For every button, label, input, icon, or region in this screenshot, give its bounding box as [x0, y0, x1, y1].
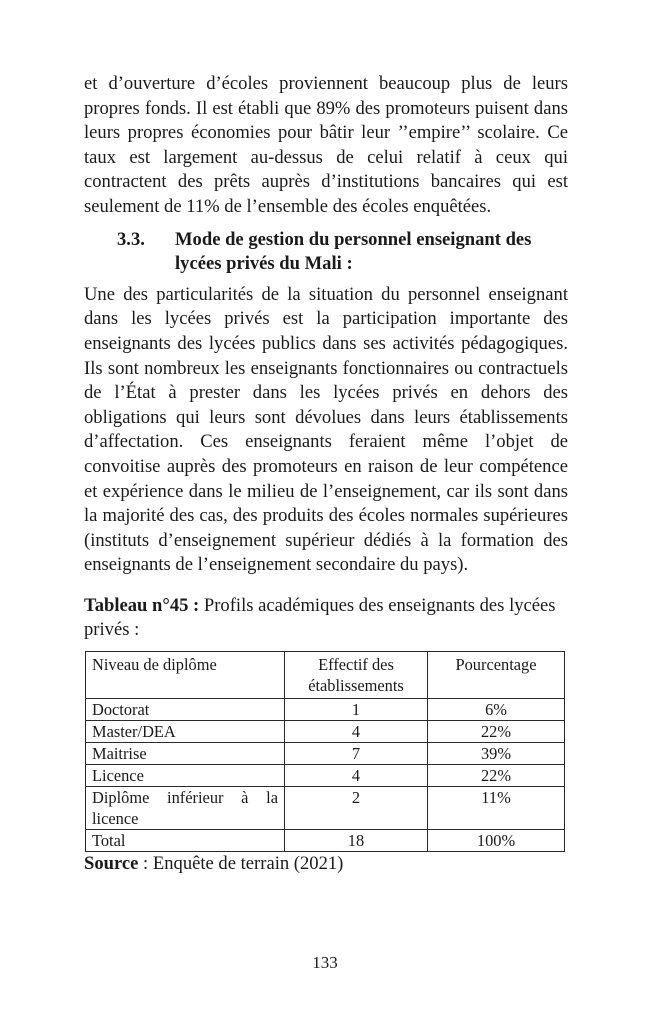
diploma-profile-table: [85, 651, 565, 852]
table-row: [86, 765, 565, 787]
cell-count: 4: [285, 721, 428, 743]
table-row: [86, 787, 565, 830]
page-number: 133: [312, 953, 338, 972]
cell-diploma-level: Licence: [86, 765, 285, 787]
paragraph-teachers: Une des particularités de la situation du personnel enseignant dans les lycées privés est la participation importante des enseignants des lycées publics dans ses activités pédagogiques. Ils sont nombreux les enseignants fonctionnaires ou contractuels de l’État à prester dans les lycées privés en dehors des obligations qui leurs sont dévolues dans leurs établissements d’affectation. Ces enseignants feraient même l’objet de convoitise auprès des promoteurs en raison de leur compétence et expérience dans le milieu de l’enseignement, car ils sont dans la majorité des cas, des produits des écoles normales supérieures (instituts d’enseignement supérieur dédiés à la formation des enseignants de l’enseignement secondaire du pays).: [84, 283, 568, 576]
table-row: [86, 699, 565, 721]
section-heading: [84, 228, 568, 277]
table-source: [84, 852, 568, 876]
paragraph-intro: et d’ouverture d’écoles proviennent beaucoup plus de leurs propres fonds. Il est établi que 89% des promoteurs puisent dans leurs propres économies pour bâtir leur ’’empire’’ scolaire. Ce taux est largement au-dessus de celui relatif à ceux qui contractent des prêts auprès d’institutions bancaires qui est seulement de 11% de l’ensemble des écoles enquêtées.: [84, 73, 568, 217]
table-row: [86, 743, 565, 765]
header-count: Effectif des établissements: [285, 652, 428, 699]
cell-percentage: 11%: [428, 787, 565, 830]
table-caption: [84, 594, 568, 643]
cell-percentage: 39%: [428, 743, 565, 765]
cell-total-count: 18: [285, 830, 428, 852]
section-title: Mode de gestion du personnel enseignant des lycées privés du Mali :: [175, 228, 532, 275]
table-row: [86, 721, 565, 743]
cell-diploma-level: Master/DEA: [86, 721, 285, 743]
cell-count: 2: [285, 787, 428, 830]
section-number: 3.3.: [117, 228, 145, 250]
header-diploma-level: Niveau de diplôme: [86, 652, 285, 699]
source-label: Source: [84, 853, 139, 875]
table-caption-label: Tableau n°45 :: [84, 594, 200, 616]
table-total-row: [86, 830, 565, 852]
cell-count: 4: [285, 765, 428, 787]
cell-diploma-level: Maitrise: [86, 743, 285, 765]
source-text: : Enquête de terrain (2021): [138, 853, 344, 875]
cell-percentage: 22%: [428, 721, 565, 743]
document-page: [84, 72, 568, 876]
cell-diploma-level: Doctorat: [86, 699, 285, 721]
header-percentage: Pourcentage: [428, 652, 565, 699]
cell-percentage: 6%: [428, 699, 565, 721]
cell-count: 1: [285, 699, 428, 721]
cell-diploma-level: Diplôme inférieur à la licence: [86, 787, 285, 830]
cell-total-percentage: 100%: [428, 830, 565, 852]
cell-percentage: 22%: [428, 765, 565, 787]
cell-total-label: Total: [86, 830, 285, 852]
table-caption-text: Profils académiques des enseignants des lycées privés :: [84, 594, 556, 641]
table-header-row: [86, 652, 565, 699]
cell-count: 7: [285, 743, 428, 765]
